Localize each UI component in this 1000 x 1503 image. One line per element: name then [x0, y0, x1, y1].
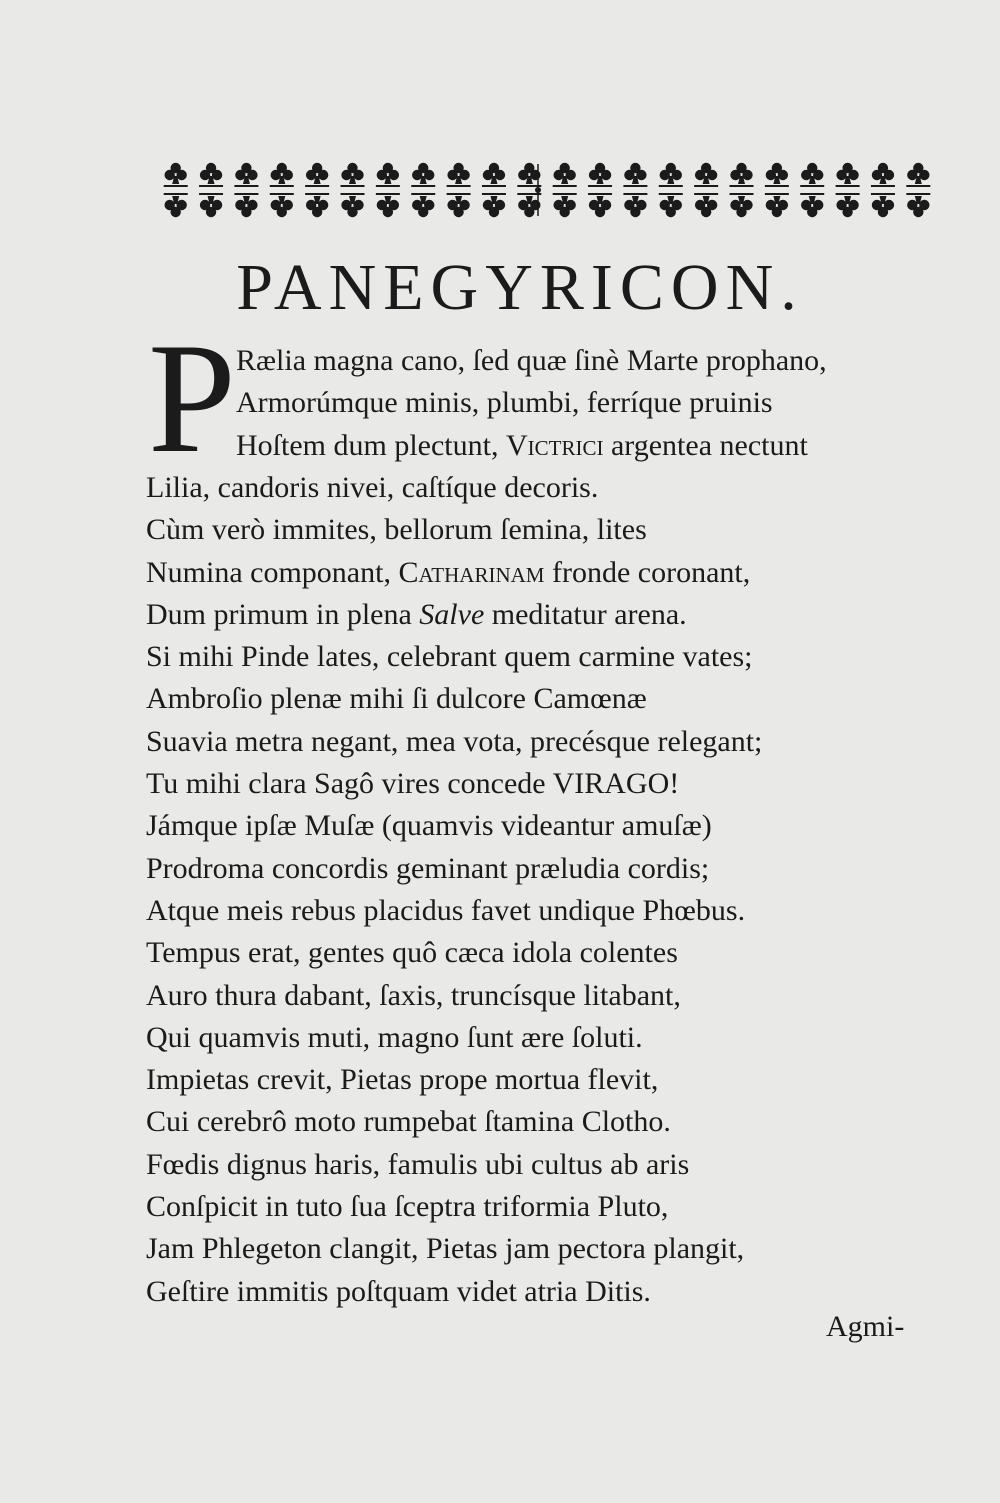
- italic-word: Salve: [419, 597, 485, 631]
- verse-line: [146, 636, 1000, 678]
- verse-line: [146, 848, 1000, 890]
- ornamental-headpiece-icon: [158, 158, 936, 222]
- verse-text: Dum primum in plena: [146, 597, 420, 631]
- verse-text: Lilia, candoris nivei, caſtíque decoris.: [146, 470, 599, 504]
- verse-text: Numina componant,: [146, 555, 399, 589]
- verse-text: meditatur arena.: [484, 597, 687, 631]
- verse-line: [146, 1059, 1000, 1101]
- verse-text: Jam Phlegeton clangit, Pietas jam pectora plangit,: [146, 1232, 745, 1266]
- verse-text: Rælia magna cano, ſed quæ ſinè Marte prophano,: [236, 344, 827, 377]
- verse-line: [146, 1144, 1000, 1186]
- verse-text: Fœdis dignus haris, famulis ubi cultus ab aris: [146, 1147, 690, 1181]
- verse-line: [146, 509, 1000, 551]
- small-caps-name: Victrici: [505, 428, 604, 462]
- verse-line: [146, 467, 1000, 509]
- verse-line: [146, 763, 1000, 805]
- verse-line: [236, 340, 1000, 382]
- verse-text: Si mihi Pinde lates, celebrant quem carmine vates;: [146, 640, 753, 674]
- verse-text: Atque meis rebus placidus favet undique Phœbus.: [146, 893, 746, 927]
- verse-line: [146, 890, 1000, 932]
- verse-text: Armorúmque minis, plumbi, ferríque pruinis: [236, 386, 773, 420]
- verse-text: Cui cerebrô moto rumpebat ſtamina Clotho.: [146, 1105, 671, 1139]
- verse-text: Hoſtem dum plectunt,: [236, 428, 506, 462]
- verse-line: [146, 721, 1000, 763]
- verse-text: Geſtire immitis poſtquam videt atria Ditis.: [146, 1274, 651, 1308]
- verse-text: fronde coronant,: [544, 555, 751, 589]
- verse-line: [146, 1186, 1000, 1228]
- verse-text: Jámque ipſæ Muſæ (quamvis videantur amuſæ): [146, 809, 712, 843]
- verse-text: Ambroſio plenæ mihi ſi dulcore Camœnæ: [146, 682, 647, 716]
- page-title: PANEGYRICON.: [236, 251, 804, 324]
- small-caps-name: Catharinam: [398, 555, 545, 589]
- verse-line: [146, 975, 1000, 1017]
- verse-text: Conſpicit in tuto ſua ſceptra triformia Pluto,: [146, 1190, 669, 1223]
- verse-line: [146, 594, 1000, 636]
- verse-line: [146, 678, 1000, 720]
- drop-cap-initial: P: [148, 311, 236, 486]
- verse-line: [146, 932, 1000, 974]
- verse-text: Tu mihi clara Sagô vires concede VIRAGO!: [146, 767, 680, 800]
- verse-text: Suavia metra negant, mea vota, precésque relegant;: [146, 724, 763, 758]
- verse-line: [146, 552, 1000, 594]
- verse-text: Qui quamvis muti, magno ſunt ære ſoluti.: [146, 1020, 643, 1054]
- verse-text: Cùm verò immites, bellorum ſemina, lites: [146, 513, 647, 547]
- catchword: Agmi-: [826, 1310, 905, 1343]
- verse-line: [146, 1228, 1000, 1270]
- verse-line: [146, 805, 1000, 847]
- verse-line: [236, 425, 1000, 467]
- verse-line: [146, 1101, 1000, 1143]
- verse-text: Auro thura dabant, ſaxis, truncísque litabant,: [146, 978, 681, 1012]
- verse-line: [236, 382, 1000, 424]
- verse-line: [146, 1017, 1000, 1059]
- verse-text: Tempus erat, gentes quô cæca idola colentes: [146, 936, 678, 970]
- verse-text: Impietas crevit, Pietas prope mortua flevit,: [146, 1063, 659, 1097]
- verse-text: Prodroma concordis geminant præludia cordis;: [146, 851, 710, 885]
- verse-text: argentea nectunt: [603, 428, 808, 462]
